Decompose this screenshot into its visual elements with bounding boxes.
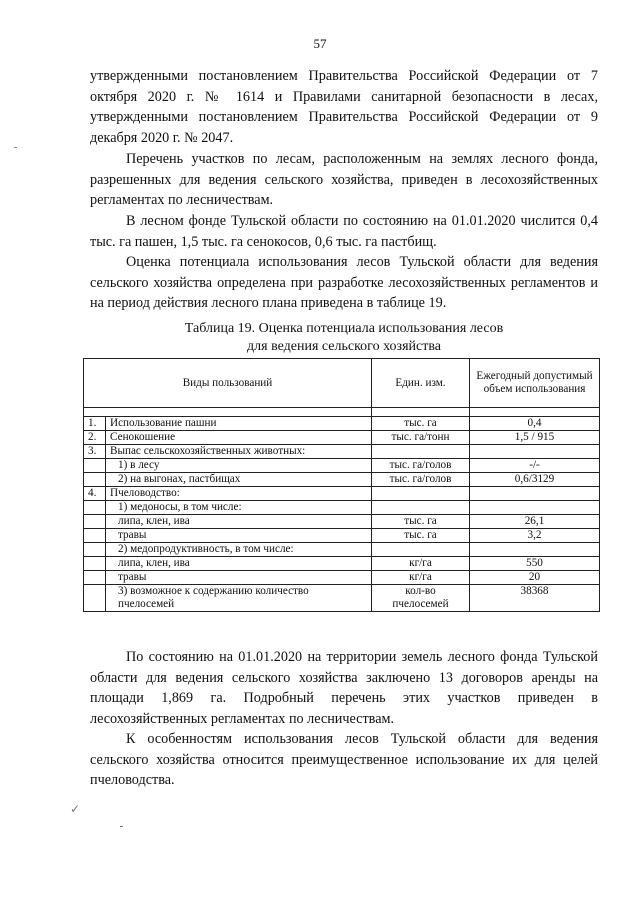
scan-fleck [14, 147, 17, 148]
header-annual-volume: Ежегодный допустимый объем использования [470, 359, 600, 408]
agriculture-potential-table [83, 358, 600, 612]
row-usage-type: Использование пашни [106, 417, 372, 431]
row-unit: кол-во пчелосемей [372, 585, 470, 612]
row-value: -/- [470, 459, 600, 473]
row-unit: тыс. га [372, 417, 470, 431]
row-usage-type: травы [106, 571, 372, 585]
row-value: 26,1 [470, 515, 600, 529]
row-number [84, 459, 106, 473]
row-value: 3,2 [470, 529, 600, 543]
row-usage-type: липа, клен, ива [106, 557, 372, 571]
row-number [84, 515, 106, 529]
row-number [84, 585, 106, 612]
row-value [470, 501, 600, 515]
table-spacer-row [84, 408, 600, 417]
row-number: 3. [84, 445, 106, 459]
row-value: 38368 [470, 585, 600, 612]
row-usage-type: 2) медопродуктивность, в том числе: [106, 543, 372, 557]
table-row [84, 557, 600, 571]
row-unit: тыс. га/тонн [372, 431, 470, 445]
scan-mark: ✓ [70, 802, 81, 816]
row-unit: тыс. га [372, 529, 470, 543]
table-row [84, 515, 600, 529]
row-value: 1,5 / 915 [470, 431, 600, 445]
page-number: 57 [313, 36, 327, 51]
row-usage-type: Пчеловодство: [106, 487, 372, 501]
row-unit [372, 501, 470, 515]
row-number [84, 473, 106, 487]
table-caption-line-2: для ведения сельского хозяйства [247, 339, 441, 354]
row-usage-type: 3) возможное к содержанию количество пчелосемей [106, 585, 372, 612]
row-value: 0,4 [470, 417, 600, 431]
table-body [84, 417, 600, 612]
row-usage-type: травы [106, 529, 372, 543]
row-value: 0,6/3129 [470, 473, 600, 487]
row-number: 1. [84, 417, 106, 431]
paragraph-6: К особенностям использования лесов Тульской области для ведения сельского хозяйства относится преимущественное использование их для целей пчеловодства. [90, 731, 598, 789]
row-number [84, 543, 106, 557]
header-unit: Един. изм. [372, 359, 470, 408]
row-unit [372, 445, 470, 459]
row-usage-type: 2) на выгонах, пастбищах [106, 473, 372, 487]
table-row [84, 445, 600, 459]
table-row [84, 501, 600, 515]
row-number [84, 571, 106, 585]
table-caption-line-1: Таблица 19. Оценка потенциала использования лесов [184, 321, 504, 336]
row-usage-type: 1) в лесу [106, 459, 372, 473]
table-row [84, 431, 600, 445]
paragraph-4: Оценка потенциала использования лесов Тульской области для ведения сельского хозяйства определена при разработке лесохозяйственных регламентов и на период действия лесного плана приведена в таблице 19. [90, 254, 598, 312]
row-unit [372, 487, 470, 501]
paragraph-2: Перечень участков по лесам, расположенным на землях лесного фонда, разрешенных для ведения сельского хозяйства, приведен в лесохозяйственных регламентах по лесничествам. [90, 151, 598, 209]
table-row [84, 473, 600, 487]
row-unit: тыс. га [372, 515, 470, 529]
table-row [84, 487, 600, 501]
row-unit: кг/га [372, 571, 470, 585]
table-header-row [84, 359, 600, 408]
row-value [470, 543, 600, 557]
row-usage-type: Сенокошение [106, 431, 372, 445]
row-value [470, 487, 600, 501]
row-number: 2. [84, 431, 106, 445]
row-number [84, 501, 106, 515]
row-value [470, 445, 600, 459]
table-row [84, 417, 600, 431]
header-usage-type: Виды пользований [84, 359, 372, 408]
table-row [84, 543, 600, 557]
row-unit: тыс. га/голов [372, 459, 470, 473]
row-number [84, 557, 106, 571]
table-row [84, 585, 600, 612]
table-row [84, 459, 600, 473]
row-number: 4. [84, 487, 106, 501]
row-usage-type: 1) медоносы, в том числе: [106, 501, 372, 515]
row-value: 20 [470, 571, 600, 585]
table-row [84, 529, 600, 543]
table-row [84, 571, 600, 585]
row-unit [372, 543, 470, 557]
row-usage-type: Выпас сельскохозяйственных животных: [106, 445, 372, 459]
row-number [84, 529, 106, 543]
row-unit: кг/га [372, 557, 470, 571]
row-unit: тыс. га/голов [372, 473, 470, 487]
paragraph-5: По состоянию на 01.01.2020 на территории земель лесного фонда Тульской области для ведения сельского хозяйства заключено 13 договоров аренды на площади 1,869 га. Подробный перечень этих участков приведен в лесохозяйственных регламентах по лесничествам. [90, 649, 598, 727]
table-caption [90, 320, 598, 356]
row-usage-type: липа, клен, ива [106, 515, 372, 529]
row-value: 550 [470, 557, 600, 571]
scan-dot [120, 826, 123, 827]
paragraph-1: утвержденными постановлением Правительства Российской Федерации от 7 октября 2020 г. № 1614 и Правилами санитарной безопасности в лесах, утвержденными постановлением Правительства Российской Федерации от 9 декабря 2020 г. № 2047. [90, 68, 598, 146]
paragraph-3: В лесном фонде Тульской области по состоянию на 01.01.2020 числится 0,4 тыс. га пашен, 1,5 тыс. га сенокосов, 0,6 тыс. га пастбищ. [90, 213, 598, 250]
